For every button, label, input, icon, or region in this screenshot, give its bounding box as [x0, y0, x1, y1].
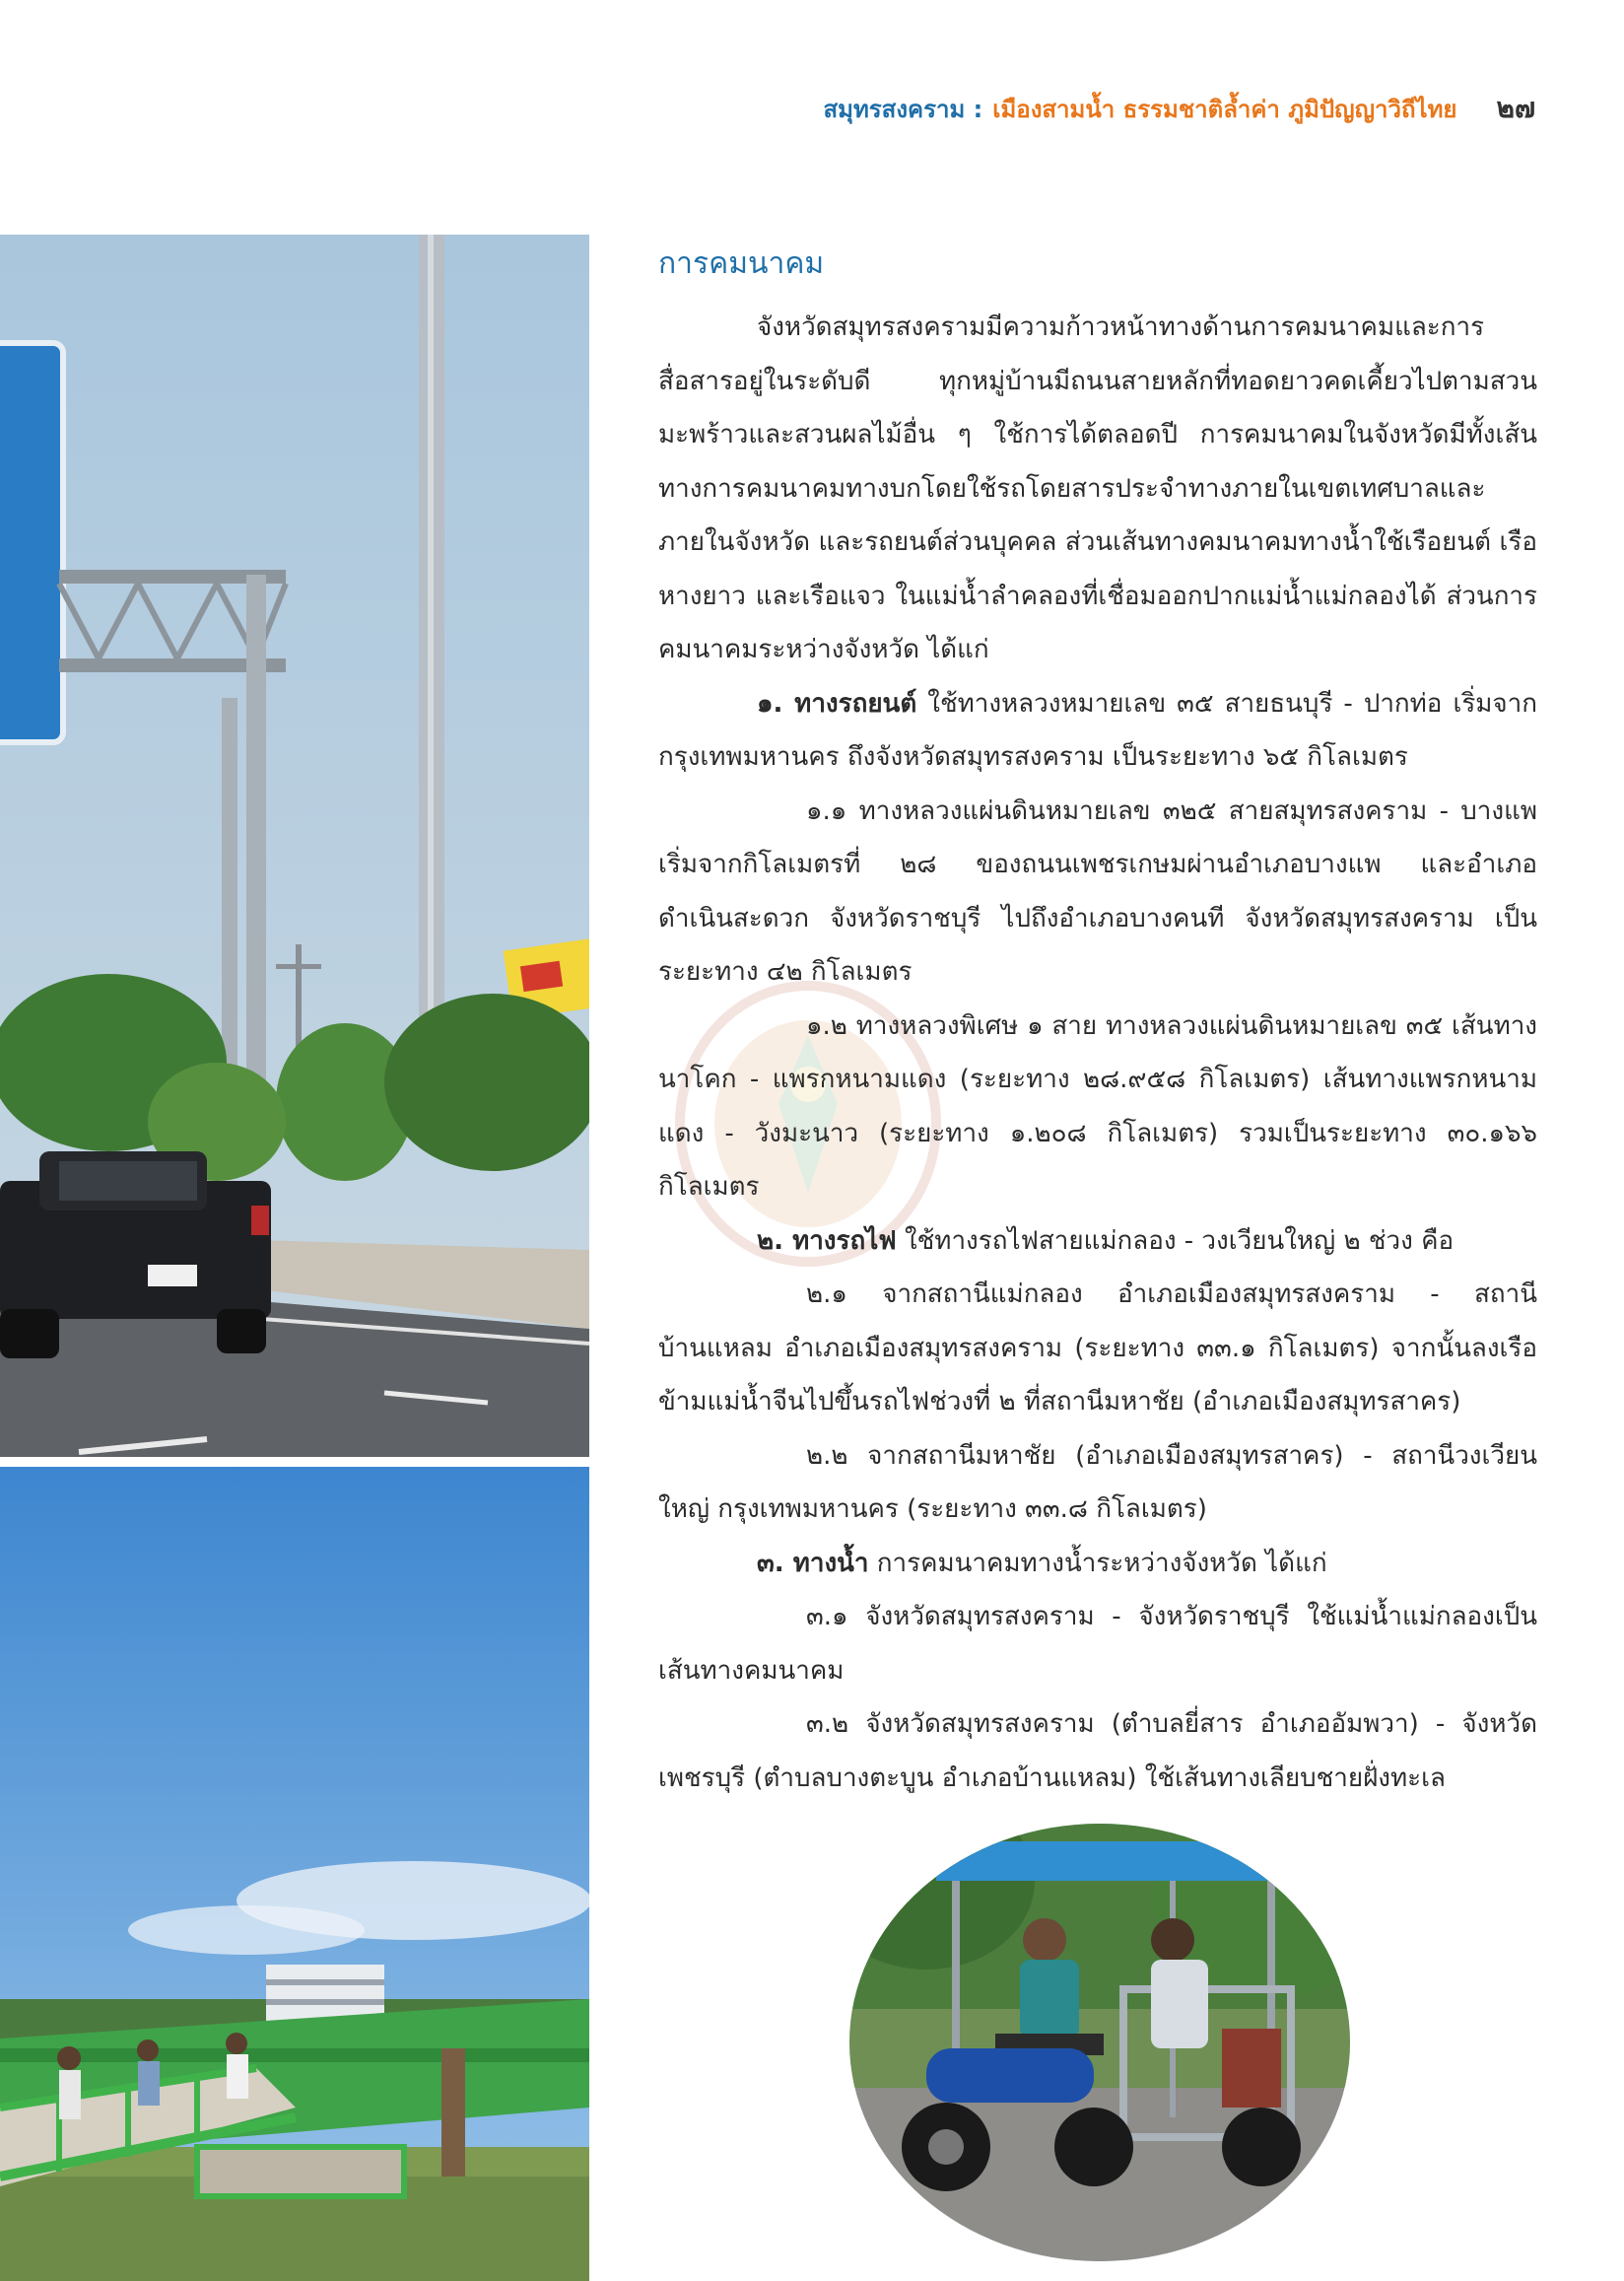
water-text: การคมนาคมทางน้ำระหว่างจังหวัด ได้แก่: [868, 1548, 1327, 1578]
road-item-1-2: ๑.๒ ทางหลวงพิเศษ ๑ สาย ทางหลวงแผ่นดินหมายเลข ๓๕ เส้นทางนาโคก - แพรกหนามแดง (ระยะทาง ๒๘.๙๕๘ กิโลเมตร) เส้นทางแพรกหนามแดง - วังมะนาว (ระยะทาง ๑.๒๐๘ กิโลเมตร) รวมเป็นระยะทาง ๓๐.๑๖๖ กิโลเมตร: [658, 1010, 1537, 1202]
intro-paragraph: จังหวัดสมุทรสงครามมีความก้าวหน้าทางด้านการคมนาคมและการสื่อสารอยู่ในระดับดี ทุกหมู่บ้านมีถนนสายหลักที่ทอดยาวคดเคี้ยวไปตามสวนมะพร้าวและสวนผลไม้อื่น ๆ ใช้การได้ตลอดปี การคมนาคมในจังหวัดมีทั้งเส้นทางการคมนาคมทางบกโดยใช้รถโดยสารประจำทางภายในเขตเทศบาลและภายในจังหวัด และรถยนต์ส่วนบุคคล ส่วนเส้นทางคมนาคมทางน้ำใช้เรือยนต์ เรือหางยาว และเรือแจว ในแม่น้ำลำคลองที่เชื่อมออกปากแม่น้ำแม่กลองได้ ส่วนการคมนาคมระหว่างจังหวัด ได้แก่: [658, 312, 1537, 664]
rail-item-2-2: ๒.๒ จากสถานีมหาชัย (อำเภอเมืองสมุทรสาคร) - สถานีวงเวียนใหญ่ กรุงเทพมหานคร (ระยะทาง ๓๓.๘ กิโลเมตร): [658, 1440, 1537, 1524]
highway-photo: [0, 235, 589, 1457]
header-title-orange: เมืองสามน้ำ ธรรมชาติล้ำค่า ภูมิปัญญาวิถีไทย: [992, 96, 1457, 123]
motorcycle-sidecar-photo: [847, 1822, 1352, 2263]
water-paragraph: [658, 1537, 1537, 1591]
section-title: การคมนาคม: [658, 246, 825, 281]
road-text: ใช้ทางหลวงหมายเลข ๓๕ สายธนบุรี - ปากท่อ เริ่มจากกรุงเทพมหานคร ถึงจังหวัดสมุทรสงคราม เป็นระยะทาง ๖๕ กิโลเมตร: [658, 688, 1538, 772]
water-label: ๓. ทางน้ำ: [757, 1548, 869, 1578]
road-paragraph: [658, 677, 1537, 785]
ferry-pier-photo: [0, 1467, 589, 2281]
road-item-1-1: ๑.๑ ทางหลวงแผ่นดินหมายเลข ๓๒๕ สายสมุทรสงคราม - บางแพ เริ่มจากกิโลเมตรที่ ๒๘ ของถนนเพชรเกษมผ่านอำเภอบางแพ และอำเภอดำเนินสะดวก จังหวัดราชบุรี ไปถึงอำเภอบางคนที จังหวัดสมุทรสงคราม เป็นระยะทาง ๔๒ กิโลเมตร: [658, 795, 1537, 987]
rail-item-2-1: ๒.๑ จากสถานีแม่กลอง อำเภอเมืองสมุทรสงคราม - สถานีบ้านแหลม อำเภอเมืองสมุทรสงคราม (ระยะทาง ๓๓.๑ กิโลเมตร) จากนั้นลงเรือข้ามแม่น้ำจีนไปขึ้นรถไฟช่วงที่ ๒ ที่สถานีมหาชัย (อำเภอเมืองสมุทรสาคร): [658, 1279, 1537, 1417]
road-label: ๑. ทางรถยนต์: [757, 688, 917, 719]
page-number: ๒๗: [1496, 92, 1535, 124]
rail-text: ใช้ทางรถไฟสายแม่กลอง - วงเวียนใหญ่ ๒ ช่วง คือ: [896, 1225, 1455, 1256]
rail-label: ๒. ทางรถไฟ: [757, 1225, 897, 1256]
rail-paragraph: [658, 1214, 1537, 1269]
main-content: [658, 241, 1537, 1805]
water-item-3-2: ๓.๒ จังหวัดสมุทรสงคราม (ตำบลยี่สาร อำเภออัมพวา) - จังหวัดเพชรบุรี (ตำบลบางตะบูน อำเภอบ้านแหลม) ใช้เส้นทางเลียบชายฝั่งทะเล: [658, 1709, 1537, 1793]
page-header: [824, 87, 1536, 130]
header-title-blue: สมุทรสงคราม :: [823, 96, 983, 123]
water-item-3-1: ๓.๑ จังหวัดสมุทรสงคราม - จังหวัดราชบุรี ใช้แม่น้ำแม่กลองเป็นเส้นทางคมนาคม: [658, 1602, 1537, 1686]
